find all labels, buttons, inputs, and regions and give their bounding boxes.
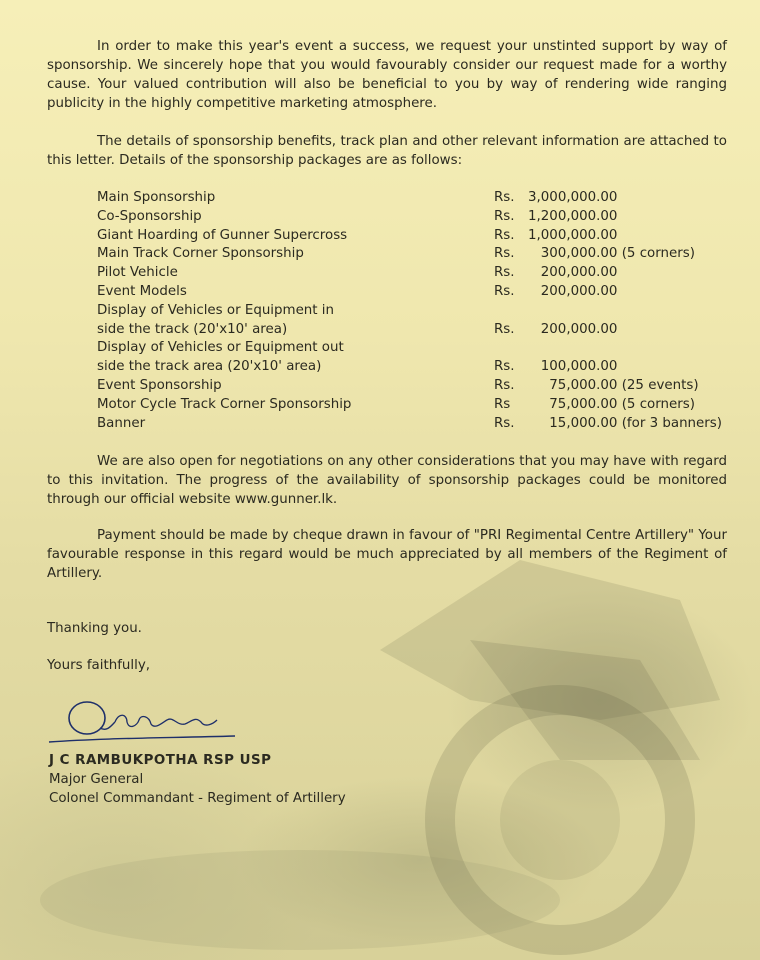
- package-currency: Rs.: [494, 227, 515, 243]
- package-currency: Rs.: [494, 190, 515, 205]
- package-name: Display of Vehicles or Equipment in: [97, 302, 335, 318]
- paragraph-payment: [47, 526, 727, 583]
- package-row: [97, 415, 737, 434]
- package-name: side the track area (20'x10' area): [97, 359, 322, 375]
- signer-rank: Major General: [49, 772, 144, 787]
- package-name: Motor Cycle Track Corner Sponsorship: [97, 396, 352, 412]
- package-currency: Rs: [494, 396, 511, 412]
- paragraph-negotiations-text: We are also open for negotiations on any other considerations that you may have with regard to this invitation. The progress of the availability of sponsorship packages could be monitored through our official website www.gunner.lk.: [47, 454, 727, 507]
- package-currency: Rs.: [494, 415, 515, 431]
- package-row: [97, 358, 737, 377]
- package-name: Banner: [97, 415, 146, 431]
- package-amount: 75,000.00 (25 events): [528, 377, 699, 393]
- package-row: [97, 302, 737, 321]
- package-row: [97, 321, 737, 340]
- package-currency: Rs.: [494, 359, 515, 375]
- signer-title: Colonel Commandant - Regiment of Artillery: [49, 791, 346, 806]
- package-name: Main Track Corner Sponsorship: [97, 246, 304, 262]
- package-amount: [528, 302, 737, 321]
- closing-line: Yours faithfully,: [47, 658, 151, 673]
- package-amount: [528, 339, 737, 358]
- package-row: [97, 189, 737, 208]
- paragraph-payment-text: Payment should be made by cheque drawn in favour of "PRI Regimental Centre Artillery" Your favourable response in this regard would be much appreciated by all members of the Regiment of Artillery.: [47, 528, 727, 581]
- package-amount: 200,000.00: [528, 265, 618, 281]
- thanking-line: Thanking you.: [47, 621, 142, 636]
- package-amount: 300,000.00 (5 corners): [528, 246, 695, 262]
- package-amount: 1,200,000.00: [528, 208, 618, 224]
- package-currency: Rs.: [494, 246, 515, 262]
- paragraph-sponsorship-request-text: In order to make this year's event a success, we request your unstinted support by way of sponsorship. We sincerely hope that you would favourably consider our request made for a worthy cause. Your valued contribution will also be beneficial to you by way of rendering wide ranging publicity in the highly competitive marketing atmosphere.: [47, 39, 727, 111]
- package-amount: 1,000,000.00: [528, 227, 618, 243]
- package-row: [97, 208, 737, 227]
- package-name: Main Sponsorship: [97, 190, 216, 205]
- sponsorship-packages-table: [97, 189, 737, 433]
- package-currency: [494, 339, 528, 358]
- package-currency: Rs.: [494, 265, 515, 281]
- package-row: [97, 283, 737, 302]
- package-row: [97, 339, 737, 358]
- package-amount: 75,000.00 (5 corners): [528, 396, 695, 412]
- package-row: [97, 396, 737, 415]
- package-currency: Rs.: [494, 321, 515, 337]
- package-amount: 200,000.00: [528, 321, 618, 337]
- package-row: [97, 264, 737, 283]
- package-name: Giant Hoarding of Gunner Supercross: [97, 227, 348, 243]
- package-currency: [494, 302, 528, 321]
- package-currency: Rs.: [494, 283, 515, 299]
- package-name: Pilot Vehicle: [97, 265, 178, 281]
- paragraph-details-intro-text: The details of sponsorship benefits, track plan and other relevant information are attached to this letter. Details of the sponsorship packages are as follows:: [47, 134, 727, 168]
- package-amount: 3,000,000.00: [528, 190, 618, 205]
- package-row: [97, 227, 737, 246]
- package-amount: 200,000.00: [528, 283, 618, 299]
- paragraph-details-intro: [47, 132, 727, 170]
- package-row: [97, 377, 737, 396]
- package-name: Event Models: [97, 283, 187, 299]
- package-currency: Rs.: [494, 208, 515, 224]
- package-amount: 100,000.00: [528, 359, 618, 375]
- package-name: Co-Sponsorship: [97, 208, 202, 224]
- paragraph-negotiations: [47, 452, 727, 509]
- package-name: Display of Vehicles or Equipment out: [97, 340, 344, 356]
- signer-name: J C RAMBUKPOTHA RSP USP: [49, 753, 272, 768]
- package-amount: 15,000.00 (for 3 banners): [528, 415, 722, 431]
- package-name: side the track (20'x10' area): [97, 321, 288, 337]
- handwritten-signature: [45, 692, 265, 752]
- package-name: Event Sponsorship: [97, 377, 222, 393]
- package-currency: Rs.: [494, 377, 515, 393]
- package-row: [97, 245, 737, 264]
- paragraph-sponsorship-request: [47, 37, 727, 113]
